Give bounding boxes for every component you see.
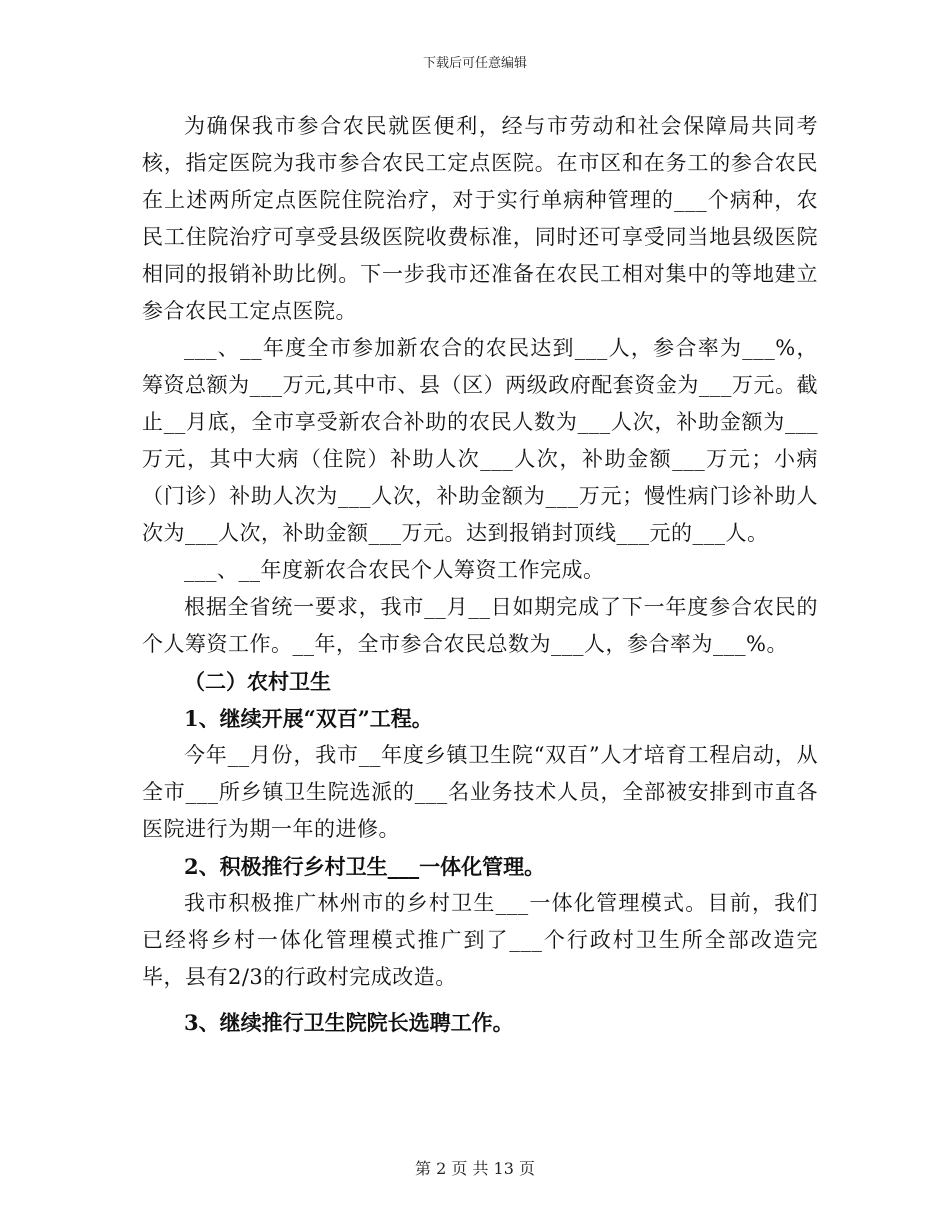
page-header: 下载后可任意编辑 — [422, 56, 527, 71]
document-body — [142, 108, 818, 1041]
section-heading-rural-health: （二）农村卫生 — [184, 669, 331, 694]
paragraph-double-hundred: 今年__月份，我市__年度乡镇卫生院“双百”人才培育工程启动，从全市___所乡镇卫生院选派的___名业务技术人员，全部被安排到市直各医院进行为期一年的进修。 — [142, 743, 818, 841]
subheading-double-hundred: 1、继续开展“双百”工程。 — [184, 706, 433, 731]
paragraph-ncms-statistics: ___、__年度全市参加新农合的农民达到___人，参合率为___%，筹资总额为___万元,其中市、县（区）两级政府配套资金为___万元。截止__月底，全市享受新农合补助的农民人数为___人次，补助金额为___万元，其中大病（住院）补助人次___人次，补助金额___万元；小病（门诊）补助人次为___人次，补助金额为___万元；慢性病门诊补助人次为___人次，补助金额___万元。达到报销封顶线___元的___人。 — [142, 336, 818, 545]
paragraph-integrated-management: 我市积极推广林州市的乡村卫生___一体化管理模式。目前，我们已经将乡村一体化管理模式推广到了___个行政村卫生所全部改造完毕，县有2/3的行政村完成改造。 — [142, 891, 818, 989]
paragraph-fundraising-details: 根据全省统一要求，我市__月__日如期完成了下一年度参合农民的个人筹资工作。__年，全市参合农民总数为___人，参合率为___%。 — [142, 595, 818, 656]
subheading-director-selection: 3、继续推行卫生院院长选聘工作。 — [184, 1010, 514, 1035]
paragraph-fundraising-completed: ___、__年度新农合农民个人筹资工作完成。 — [184, 558, 605, 582]
subheading-integrated-management: 2、积极推行乡村卫生___一体化管理。 — [184, 854, 546, 879]
paragraph-designated-hospitals: 为确保我市参合农民就医便利，经与市劳动和社会保障局共同考核，指定医院为我市参合农民工定点医院。在市区和在务工的参合农民在上述两所定点医院住院治疗，对于实行单病种管理的___个病种，农民工住院治疗可享受县级医院收费标准，同时还可享受同当地县级医院相同的报销补助比例。下一步我市还准备在农民工相对集中的等地建立参合农民工定点医院。 — [142, 114, 818, 323]
page-footer: 第 2 页 共 13 页 — [415, 1159, 535, 1178]
